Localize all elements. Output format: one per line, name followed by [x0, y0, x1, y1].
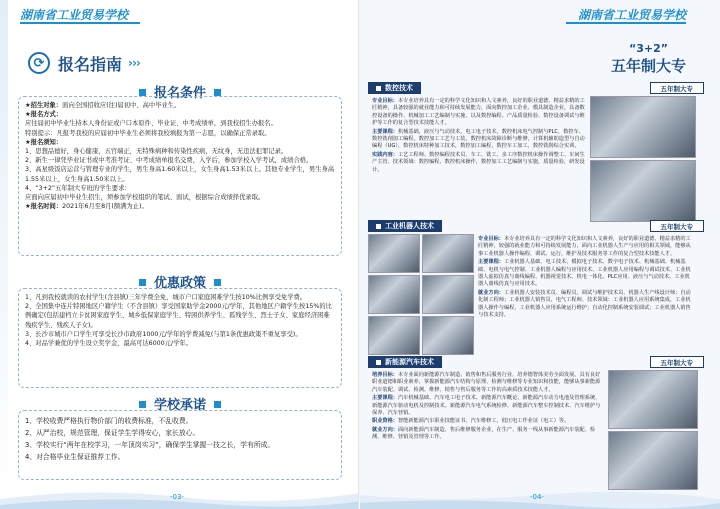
photo-grid — [608, 370, 698, 490]
condition-line — [25, 202, 335, 211]
tech-paragraph — [372, 98, 586, 128]
tech-paragraph-label: 主要课程： — [372, 128, 398, 135]
school-name: 湖南省工业贸易学校 — [20, 8, 129, 22]
condition-line — [25, 156, 335, 165]
condition-text: 应往届初中毕业生持本人身份证或户口本原件、毕业证、中考成绩单，到我校招生办报名。 — [25, 120, 277, 128]
condition-text: 2021年6月至8月(额满为止)。 — [62, 203, 148, 211]
arrows-icon: ››› — [128, 56, 140, 70]
tech-tag: 五年制大专 — [650, 356, 705, 368]
condition-line — [25, 147, 335, 156]
tech-text — [368, 96, 590, 222]
guide-title: 报名指南 — [58, 54, 123, 74]
policy-line: 3、长沙市城市户口学生可享受长沙市政府1000元/学年的学费减免(与第1条优惠政策不重复享受)。 — [25, 330, 302, 338]
program-sub: “3+2” — [629, 42, 668, 55]
tech-body — [368, 96, 704, 222]
condition-line — [25, 138, 335, 147]
promise-line: 2、从严治校，规范管理，保证学生学得安心，家长放心。 — [25, 429, 200, 437]
square-icon — [214, 279, 221, 286]
promise-line: 1、学校收费严格执行物价部门的收费标准，不乱收费。 — [25, 417, 193, 425]
square-icon — [214, 89, 221, 96]
square-icon — [139, 279, 146, 286]
tech-paragraph-label: 主要课程： — [372, 395, 398, 402]
photo-grid — [590, 96, 696, 222]
tech-bar — [368, 356, 704, 368]
workshop-photo — [422, 234, 474, 273]
workshop-photo — [368, 275, 420, 314]
workshop-photo — [608, 431, 698, 490]
tech-paragraph-text: 工艺工程师、数控编程技术员、车工、铣工、多工序数控机床操作调整工、车间生产主管、技术领域：数控编程、数控机床操作，数控加工工艺编制与实施，质量检验，研发设计。 — [372, 151, 585, 173]
tech-tag: 五年制大专 — [650, 82, 705, 94]
condition-line — [25, 129, 335, 138]
tech-name — [368, 356, 442, 368]
condition-text: 应面向应届初中毕业生招生，须参加学校组织的笔试、面试，根据综合成绩择优录取。 — [25, 194, 265, 202]
policy-line: 1、凡到我校就读的农村学生(含县镇)三年学费全免，城市户口家庭困难学生按10%比例享受免学费。 — [25, 294, 307, 301]
school-underline — [566, 22, 686, 24]
school-name: 湖南省工业贸易学校 — [577, 8, 686, 22]
tech-bar — [368, 82, 704, 94]
square-icon — [139, 401, 146, 408]
condition-label: ★报名须知： — [25, 138, 63, 146]
condition-text: 4、“3+2”五年制大专班的学生要求： — [25, 184, 131, 192]
workshop-photo — [590, 96, 696, 158]
tech-paragraph — [372, 152, 586, 174]
tech-name-text: 工业机器人技术 — [385, 222, 434, 230]
workshop-photo — [422, 316, 474, 355]
tech-paragraph-label: 专业目标： — [478, 236, 504, 242]
tech-paragraph-label: 职业资格： — [372, 418, 398, 425]
school-underline — [20, 22, 140, 24]
page-number: -03- — [170, 493, 184, 501]
policy-box — [18, 288, 342, 388]
tech-paragraph — [372, 418, 604, 425]
tech-paragraph-label: 就业方向： — [372, 426, 398, 433]
square-icon — [376, 360, 381, 365]
tech-paragraph — [478, 290, 692, 320]
tech-paragraph — [372, 372, 604, 394]
policy-line: 4、对品学兼优的学生设立奖学金，最高可达6000元/学年。 — [25, 340, 192, 348]
tech-paragraph-label: 培养目标： — [372, 372, 398, 378]
promise-line: 4、对合格毕业生保证推荐工作。 — [25, 453, 125, 461]
square-icon — [376, 86, 381, 91]
workshop-photo — [590, 160, 696, 222]
promise-line: 3、学校实行“两年在校学习，一年顶岗实习”，确保学生掌握一技之长，学有所成。 — [25, 441, 275, 449]
workshop-photo — [608, 370, 698, 429]
condition-label: ★招生对象： — [25, 102, 63, 109]
condition-text: 面向全国招收应(往)届初中、高中毕业生。 — [62, 102, 181, 109]
tech-section — [368, 220, 704, 355]
condition-text: 3、高星级饭店运营与管理专业的学生，男生身高1.60米以上，女生身高1.53米以上。其他专业学生，男生身高1.55米以上，女生身高1.50米以上。 — [25, 166, 335, 183]
tech-paragraph — [372, 395, 604, 417]
tech-paragraph-text: 智能新能源汽车职业技能证书、汽车维修工、低压电工作业证（电工）等。 — [397, 418, 570, 425]
tech-paragraph-label: 主要课程： — [478, 259, 504, 266]
tech-body — [368, 234, 704, 355]
workshop-photo — [422, 275, 474, 314]
page-number: -04- — [530, 493, 544, 501]
promise-title: 学校承诺 — [153, 398, 206, 413]
square-icon — [139, 89, 146, 96]
condition-line — [25, 119, 335, 128]
refresh-icon: ⟳ — [28, 52, 50, 74]
tech-tag: 五年制大专 — [650, 220, 705, 232]
square-icon — [376, 224, 381, 229]
workshop-photo — [368, 316, 420, 355]
tech-paragraph-text: 汽车机械基础、汽车电工电子技术、新能源汽车概论、新能源汽车动力电池及管理系统、新能源汽车驱动电机及控制技术、新能源汽车电气系统检修、新能源汽车整车控制技术、汽车维护与保养、汽车营销。 — [372, 395, 601, 417]
tech-body — [368, 370, 704, 490]
tech-paragraph-text: 工业机器人安装技术员、编程员、调试与维护技术员、机器人生产线设计师；自动化制工程师；工业机器人销售员、电气工程师、技术领域：工业机器人应用系统集成，工业机器人操作与编程，工业机器人应用系统运行维护；自动化控制系统安装调试；工业机器人销售与技术支持。 — [478, 289, 691, 319]
condition-line — [25, 101, 335, 110]
tech-paragraph — [478, 236, 692, 258]
tech-text — [368, 370, 608, 490]
tech-paragraph — [372, 129, 586, 151]
photo-grid — [368, 234, 474, 355]
policy-line: 2、全国集中连片特困地区户籍学生（不含县镇）享受国家助学金2000元/学年，其他地区户籍学生按15%的比例确定(包括建档立卡贫困家庭学生、城乡低保家庭学生、特困供养学生、孤残学生、烈士子女、家庭经济困难残疾学生、残疾人子女)。 — [25, 303, 332, 329]
tech-paragraph-label: 就业方向： — [478, 289, 504, 296]
workshop-photo — [368, 234, 420, 273]
tech-section — [368, 356, 704, 490]
tech-bar — [368, 220, 704, 232]
condition-line — [25, 193, 335, 202]
left-edge-decoration — [0, 0, 8, 509]
guide-header — [28, 50, 140, 76]
tech-paragraph-text: 面向新能源汽车制造、售后维修服务企业，在生产、服务一线从事新能源汽车装配、检测、维修、营销及管理等工作。 — [372, 426, 596, 441]
condition-text: 1、思想品德好，身心健康，五官端正，无特殊病种和传染性疾病，无纹身，无违法犯罪记录。 — [25, 148, 288, 156]
condition-line — [25, 165, 335, 183]
tech-name — [368, 82, 421, 94]
square-icon — [214, 401, 221, 408]
condition-text: 特别提示：凡报考我校的应届初中毕业生必须将我校填报为第一志愿，以确保正常录取。 — [25, 129, 271, 137]
policy-title: 优惠政策 — [153, 276, 206, 291]
tech-section — [368, 82, 704, 222]
conditions-box — [18, 96, 342, 256]
tech-paragraph-text: 机械基础，液压与气动技术，电工电子技术，数控机床电气控制与PLC，数控车、数控铣削加工编程，数控加工工艺与工装，数控机床故障诊断与维修，计算机辅助造型与自动编程（UG），数控机床特种加工技术，数控加工编程，数控车工加工，数控铣削综合实训。 — [372, 128, 585, 150]
tech-paragraph-label: 实践内容： — [372, 151, 398, 158]
program-heading — [611, 42, 686, 76]
condition-text: 2、新生一律凭毕业证书或中考准考证、中考成绩单报名交费，入学后，参加学校入学考试，成绩合格。 — [25, 157, 313, 165]
tech-name-text: 新能源汽车技术 — [385, 358, 434, 366]
program-title: 五年制大专 — [610, 57, 686, 75]
condition-line — [25, 110, 335, 119]
tech-paragraph-label: 专业目标： — [372, 98, 398, 104]
promise-box — [18, 410, 342, 480]
tech-paragraph — [372, 427, 604, 442]
tech-paragraph-text: 工业机器人基础、电工技术、模拟电子技术、数字电子技术、机械基础、机械基础、电机与电气控制、工业机器人编程与应用技术、工业机器人应用编程与调试技术、工业机器人虚拟仿真与离线编程、机器视觉技术、机电一体化、PLC应用、液压与气动技术、工业机器人离线仿真与应用技术。 — [478, 259, 691, 288]
tech-paragraph — [478, 259, 692, 289]
tech-name-text: 数控技术 — [385, 84, 413, 92]
condition-line — [25, 184, 335, 193]
condition-label: ★报名时间： — [25, 203, 63, 211]
tech-paragraph-text: 本专业面向新能源汽车制造、销售和售后服务行业，培养德智体美劳全面发展、具有良好职业道德和职业素养，掌握新能源汽车结构与原理、检测与维修等专业知识和技能，能够从事新能源汽车装配、调试、检测、维修、销售与售后服务等工作的高素质技术技能人才。 — [372, 372, 601, 393]
right-page — [360, 0, 720, 509]
tech-paragraph-text: 本专业培养具有一定的科学文化知识和人文素养，良好的职业道德、精益求精的工匠精神，较强的就业能力和可持续发展能力，面向工业机器人生产与应用的相关领域，能够从事工业机器人操作编程、调试、运行，维护及技术服务等工作的复合型技术技能人才。 — [478, 236, 691, 257]
tech-name — [368, 220, 442, 232]
conditions-title: 报名条件 — [153, 86, 206, 101]
tech-text — [474, 234, 696, 355]
condition-label: ★报名方式： — [25, 111, 63, 119]
tech-paragraph-text: 本专业培养具有一定的科学文化知识和人文素养，良好的职业道德、精益求精的工匠精神，具备较强的就业能力和可持续发展能力，面向数控加工企业、模具制造企业，具备数控设备的操作、机械加工工艺编制与实施、以及数控编程、产品质量检验、数控设备调试与维护等工作的复合型技术技能人才。 — [372, 98, 585, 127]
